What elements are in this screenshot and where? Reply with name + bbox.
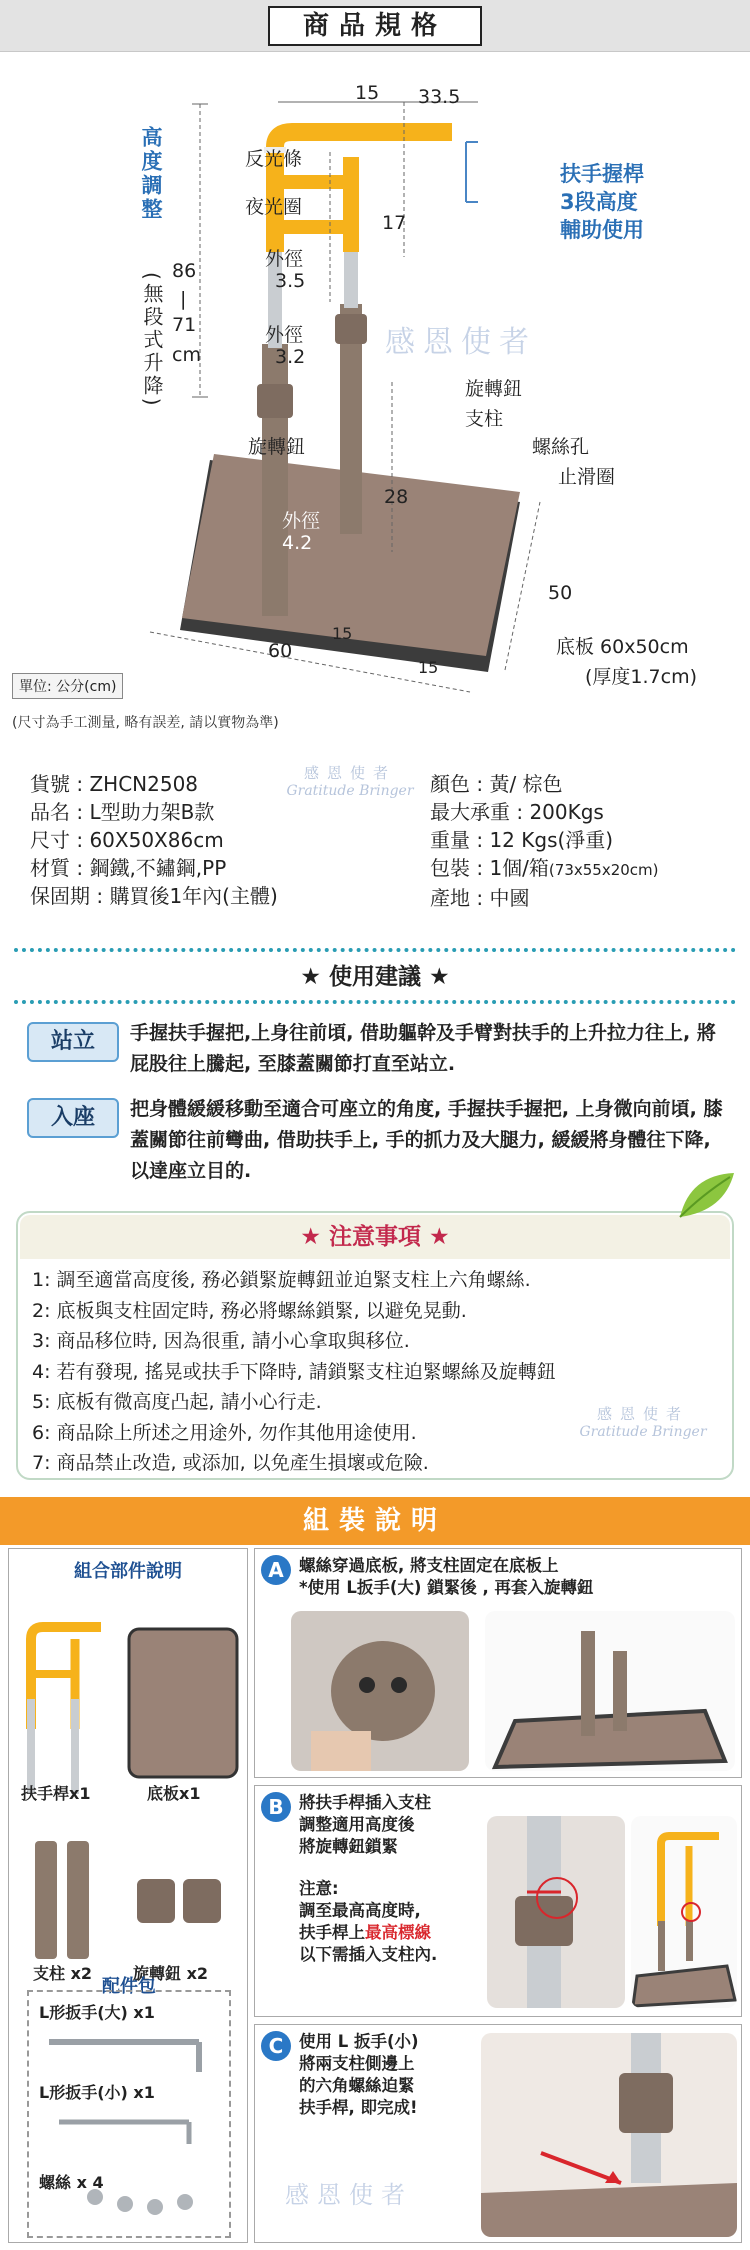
caution-list [32, 1265, 712, 1479]
caution-brand-logo: 感恩使者 Gratitude Bringer [579, 1405, 707, 1440]
step-c-badge: C [261, 2031, 291, 2061]
product-illustration [0, 52, 750, 702]
spec-packing: 包裝 : 1個/箱(73x55x20cm) [430, 856, 659, 880]
dim-top-left: 15 [355, 82, 380, 104]
dim-base-depth: 50 [548, 582, 573, 604]
leaf-icon [672, 1165, 742, 1225]
part-handle-label: 扶手桿x1 [21, 1784, 91, 1803]
outer-diam-3: 4.2 [282, 532, 313, 554]
step-a-badge: A [261, 1555, 291, 1585]
dim-offset-1: 15 [332, 624, 353, 643]
assembly-bar [0, 1497, 750, 1545]
step-c-line2: 將兩支柱側邊上 [299, 2054, 415, 2073]
part-knob-label: 旋轉鈕 x2 [133, 1964, 209, 1983]
step-b-line5: 扶手桿上最高標線 [299, 1923, 431, 1942]
divider-dotted [14, 1000, 736, 1004]
step-b-line6: 以下需插入支柱內. [299, 1945, 438, 1964]
parts-panel [8, 1548, 248, 2243]
step-a [254, 1548, 742, 1778]
height-unit: cm [172, 344, 201, 366]
part-base-label: 底板x1 [147, 1784, 201, 1803]
unit-label: 單位: 公分(cm) [12, 673, 123, 699]
base-with-pillars-icon [485, 1611, 735, 1771]
label-reflective: 反光條 [245, 148, 303, 170]
step-b-line4: 調至最高高度時, [299, 1901, 421, 1920]
outer-diam-label-2: 外徑 [265, 324, 304, 346]
caution-title: ★ 注意事項 ★ [20, 1215, 730, 1259]
spec-material: 材質 : 鋼鐵,不鏽鋼,PP [30, 856, 227, 880]
caution-item: 3: 商品移位時, 因為很重, 請小心拿取與移位. [32, 1330, 410, 1352]
tighten-screw-icon [481, 2033, 737, 2237]
height-max: 86 [172, 260, 197, 282]
base-spec-line2: (厚度1.7cm) [585, 666, 697, 688]
wrench-big-label: L形扳手(大) x1 [39, 2003, 155, 2022]
spec-item-no: 貨號 : ZHCN2508 [30, 772, 199, 796]
dim-top-right: 33.5 [418, 86, 461, 108]
usage-title: ★ 使用建議 ★ [300, 964, 450, 990]
spec-max-load: 最大承重 : 200Kgs [430, 800, 604, 824]
tube-right [344, 248, 358, 308]
height-adjust-label: 高度調整 [139, 126, 163, 222]
step-c-photo [481, 2033, 737, 2237]
step-c-line4: 扶手桿, 即完成! [299, 2098, 418, 2117]
step-c-line3: 的六角螺絲迫緊 [299, 2076, 415, 2095]
base-spec-line1: 底板 60x50cm [556, 636, 689, 658]
dim-inner-gap: 17 [382, 212, 407, 234]
label-anti-slip: 止滑圈 [558, 466, 616, 488]
caution-item: 5: 底板有微高度凸起, 請小心行走. [32, 1391, 322, 1413]
spec-size: 尺寸 : 60X50X86cm [30, 828, 224, 852]
outer-diam-1: 3.5 [275, 270, 306, 292]
parts-title: 組合部件說明 [74, 1561, 182, 1582]
knob-left [257, 384, 293, 418]
step-b-photo-2 [631, 1816, 737, 2008]
part-pillar-label: 支柱 x2 [33, 1964, 93, 1983]
caution-item: 4: 若有發現, 搖晃或扶手下降時, 請鎖緊支柱迫緊螺絲及旋轉鈕 [32, 1360, 556, 1383]
step-b-line1: 將扶手桿插入支柱 [299, 1793, 431, 1812]
accessory-title: 配件包 [102, 1976, 156, 1997]
step-a-line2: *使用 L扳手(大) 鎖緊後 , 再套入旋轉鈕 [299, 1578, 594, 1597]
spec-column-left [30, 770, 278, 910]
knob-right [335, 314, 367, 344]
label-screw-hole: 螺絲孔 [532, 436, 590, 458]
spec-weight: 重量 : 12 Kgs(淨重) [430, 828, 614, 852]
height-min: 71 [172, 314, 197, 336]
spec-table [30, 764, 730, 930]
handle-insert-icon [487, 1816, 625, 2008]
caution-item: 1: 調至適當高度後, 務必鎖緊旋轉鈕並迫緊支柱上六角螺絲. [32, 1269, 531, 1291]
step-b [254, 1785, 742, 2017]
pillar-bottom-icon [291, 1611, 469, 1771]
label-knob-left: 旋轉鈕 [248, 436, 306, 458]
screws-label: 螺絲 x 4 [39, 2173, 104, 2192]
measurement-note: (尺寸為手工測量, 略有誤差, 請以實物為準) [12, 715, 279, 731]
accessory-illustration [29, 1992, 229, 2232]
step-b-badge: B [261, 1792, 291, 1822]
step-b-photo-1 [487, 1816, 625, 2008]
assembly-title: 組裝說明 [302, 1506, 447, 1536]
sit-tag: 入座 [27, 1098, 119, 1138]
outer-diam-label-1: 外徑 [265, 248, 304, 270]
watermark: 感恩使者 [385, 325, 537, 360]
spec-warranty: 保固期 : 購買後1年內(主體) [30, 884, 278, 908]
dim-offset-2: 15 [418, 658, 439, 677]
spec-column-right [430, 770, 659, 912]
accessory-box [27, 1990, 231, 2238]
stand-tag: 站立 [27, 1022, 119, 1062]
handle-info-line1: 扶手握桿 [560, 162, 644, 186]
step-b-line2: 調整適用高度後 [299, 1815, 415, 1834]
height-dash: | [180, 288, 187, 310]
step-a-photo-2 [485, 1611, 735, 1771]
label-pillar: 支柱 [465, 408, 504, 430]
assembly-watermark: 感恩使者 [285, 2181, 413, 2209]
stepless-label: (無段式升降) [140, 272, 164, 409]
step-b-line3: 將旋轉鈕鎖緊 [299, 1837, 398, 1856]
handle-info-line2: 3段高度 [560, 190, 638, 214]
caution-item: 7: 商品禁止改造, 或添加, 以免產生損壞或危險. [32, 1452, 429, 1474]
stand-text: 手握扶手握把,上身往前頃, 借助軀幹及手臂對扶手的上升拉力往上, 將屁股往上騰起, 至膝蓋關節打直至站立. [130, 1022, 716, 1075]
outer-diam-2: 3.2 [275, 346, 306, 368]
step-b-note: 注意: [299, 1879, 339, 1898]
assembled-frame-icon [631, 1816, 737, 2008]
wrench-small-label: L形扳手(小) x1 [39, 2083, 155, 2102]
caution-item: 2: 底板與支柱固定時, 務必將螺絲鎖緊, 以避免晃動. [32, 1299, 467, 1322]
header-bar [0, 0, 750, 52]
product-diagram [0, 52, 750, 702]
outer-diam-label-3: 外徑 [282, 510, 321, 532]
label-glow-ring: 夜光圈 [245, 196, 303, 218]
divider-dotted [14, 948, 736, 952]
caution-item: 6: 商品除上所述之用途外, 勿作其他用途使用. [32, 1421, 417, 1444]
caution-box [16, 1211, 734, 1480]
spec-origin: 產地 : 中國 [430, 886, 530, 910]
spec-product-name: 品名 : L型助力架B款 [30, 800, 215, 824]
dim-base-width: 60 [268, 640, 293, 662]
page-title: 商品規格 [268, 6, 482, 46]
brand-logo: 感恩使者 Gratitude Bringer [286, 764, 414, 799]
spec-color: 顏色 : 黃/ 棕色 [430, 772, 563, 796]
handle-info-line3: 輔助使用 [560, 218, 644, 242]
step-a-photo-1 [291, 1611, 469, 1771]
step-c-line1: 使用 L 扳手(小) [299, 2032, 419, 2051]
step-c [254, 2024, 742, 2243]
step-a-line1: 螺絲穿過底板, 將支柱固定在底板上 [299, 1556, 559, 1575]
label-knob-right: 旋轉鈕 [465, 378, 523, 400]
dim-pillar: 28 [384, 486, 409, 508]
sit-text: 把身體緩緩移動至適合可座立的角度, 手握扶手握把, 上身微向前頃, 膝蓋關節往前彎曲, 借助扶手上, 手的抓力及大腿力, 緩緩將身體往下降, 以達座立目的. [130, 1098, 723, 1182]
